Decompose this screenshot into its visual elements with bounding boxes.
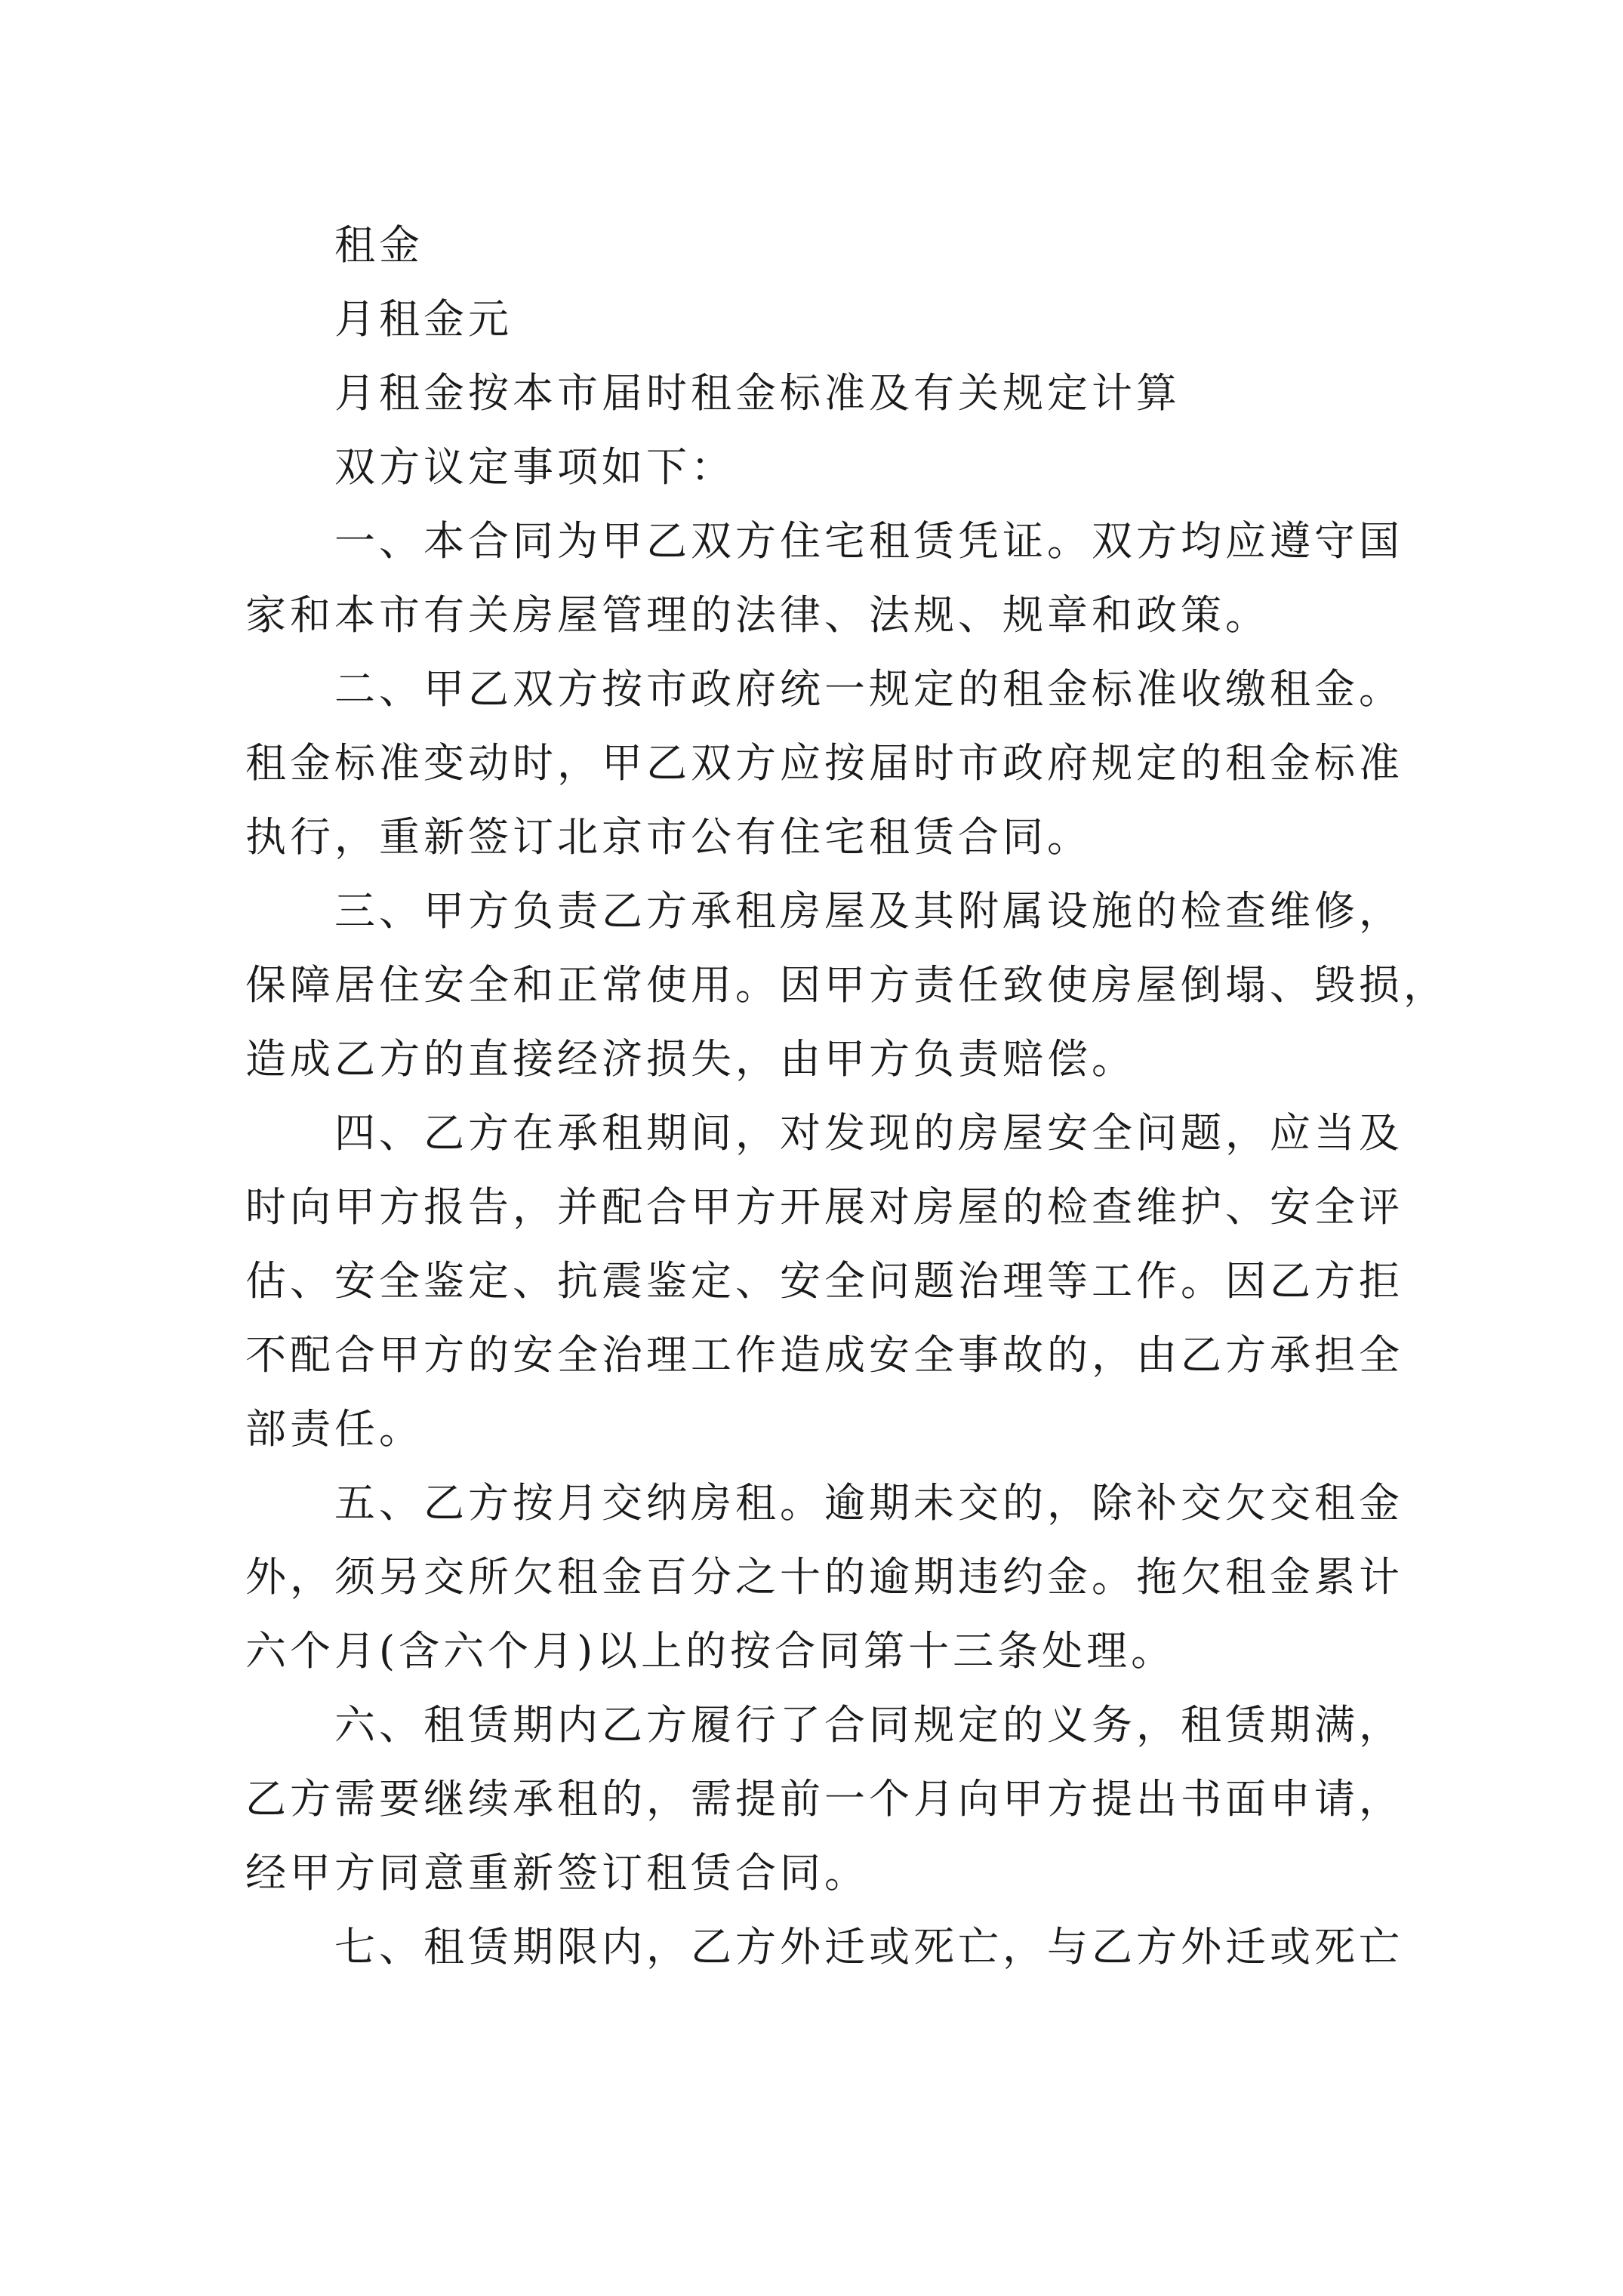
clause-line: 五、乙方按月交纳房租。逾期未交的，除补交欠交租金 bbox=[334, 1479, 1403, 1527]
clause-2 bbox=[245, 652, 1403, 874]
clause-line: 租金标准变动时，甲乙双方应按届时市政府规定的租金标准 bbox=[245, 739, 1403, 787]
agreed-items-line: 双方议定事项如下： bbox=[334, 443, 735, 491]
clause-1 bbox=[245, 504, 1403, 652]
document-body bbox=[245, 208, 1448, 1984]
clause-line: 时向甲方报告，并配合甲方开展对房屋的检查维护、安全评 bbox=[245, 1183, 1403, 1231]
rent-label-line: 租金 bbox=[334, 221, 423, 269]
clause-line: 家和本市有关房屋管理的法律、法规、规章和政策。 bbox=[245, 591, 1270, 639]
clause-5 bbox=[245, 1466, 1403, 1688]
clause-line: 三、甲方负责乙方承租房屋及其附属设施的检查维修， bbox=[334, 887, 1403, 935]
clause-line: 六、租赁期内乙方履行了合同规定的义务，租赁期满， bbox=[334, 1701, 1403, 1749]
clause-line: 执行，重新签订北京市公有住宅租赁合同。 bbox=[245, 813, 1092, 861]
clause-line: 保障居住安全和正常使用。因甲方责任致使房屋倒塌、毁损， bbox=[245, 961, 1448, 1009]
clause-line: 六个月(含六个月)以上的按合同第十三条处理。 bbox=[245, 1627, 1176, 1675]
clause-6 bbox=[245, 1688, 1403, 1910]
clause-3 bbox=[245, 874, 1448, 1096]
clause-line: 不配合甲方的安全治理工作造成安全事故的，由乙方承担全 bbox=[245, 1331, 1403, 1379]
clause-line: 部责任。 bbox=[245, 1405, 423, 1453]
clause-line: 乙方需要继续承租的，需提前一个月向甲方提出书面申请， bbox=[245, 1775, 1403, 1823]
clause-line: 四、乙方在承租期间，对发现的房屋安全问题，应当及 bbox=[334, 1109, 1403, 1157]
clause-line: 一、本合同为甲乙双方住宅租赁凭证。双方均应遵守国 bbox=[334, 517, 1403, 565]
clause-line: 二、甲乙双方按市政府统一规定的租金标准收缴租金。 bbox=[334, 665, 1403, 713]
clause-7 bbox=[245, 1910, 1403, 1984]
clause-line: 造成乙方的直接经济损失，由甲方负责赔偿。 bbox=[245, 1035, 1136, 1083]
clause-line: 经甲方同意重新签订租赁合同。 bbox=[245, 1849, 869, 1897]
monthly-rent-line: 月租金元 bbox=[334, 295, 513, 343]
clause-line: 估、安全鉴定、抗震鉴定、安全问题治理等工作。因乙方拒 bbox=[245, 1257, 1403, 1305]
clause-line: 七、租赁期限内，乙方外迁或死亡，与乙方外迁或死亡 bbox=[334, 1923, 1403, 1971]
clause-4 bbox=[245, 1096, 1403, 1466]
clause-line: 外，须另交所欠租金百分之十的逾期违约金。拖欠租金累计 bbox=[245, 1553, 1403, 1601]
rent-basis-line: 月租金按本市届时租金标准及有关规定计算 bbox=[334, 369, 1181, 417]
